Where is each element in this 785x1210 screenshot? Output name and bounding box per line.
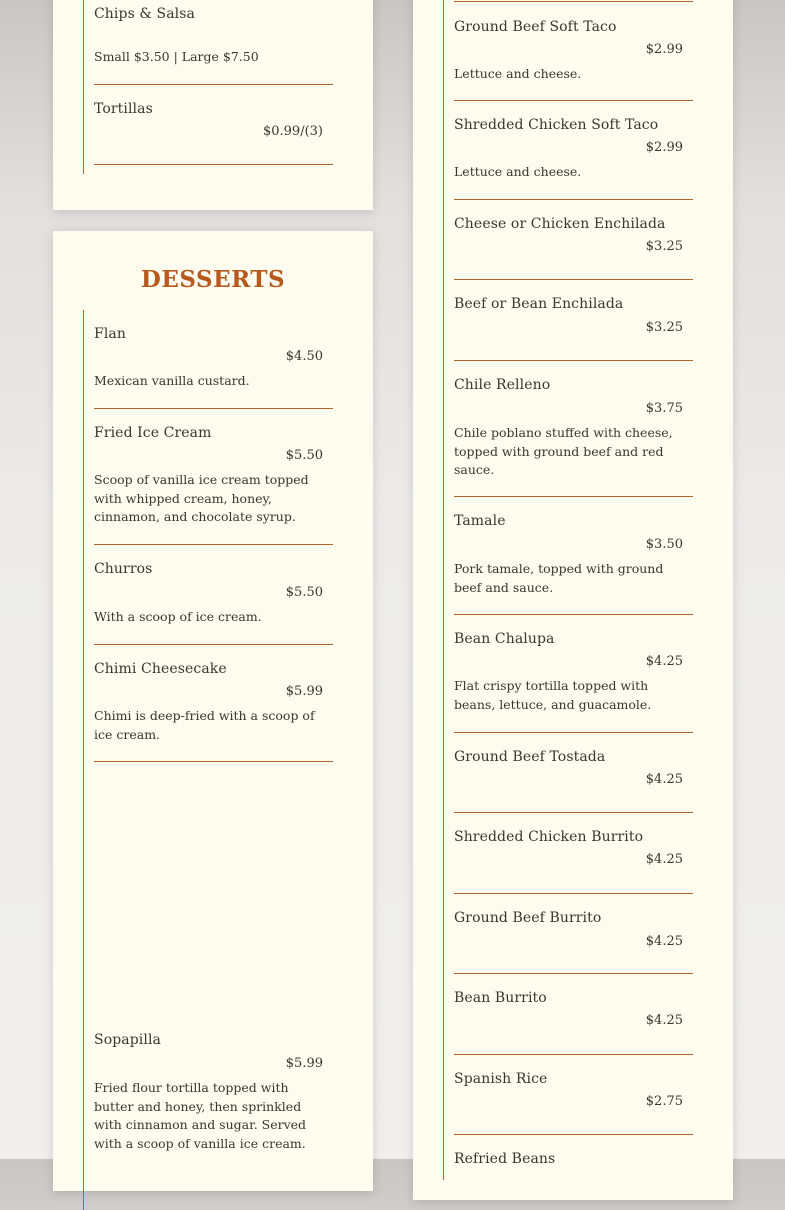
item-description: Fried flour tortilla topped with butter and honey, then sprinkled with cinnamon and sugar. Served with a scoop of vanilla ice cream. xyxy=(94,1080,307,1151)
menu-item xyxy=(94,0,333,85)
item-price: $5.99 xyxy=(285,684,323,699)
menu-item xyxy=(454,199,693,280)
menu-item xyxy=(454,100,693,200)
item-description: Pork tamale, topped with ground beef and sauce. xyxy=(454,561,664,595)
item-price: $2.99 xyxy=(645,42,683,57)
item-name: Cheese or Chicken Enchilada xyxy=(454,216,666,232)
item-name: Fried Ice Cream xyxy=(94,425,212,441)
item-description: Lettuce and cheese. xyxy=(454,66,582,81)
item-price: $4.50 xyxy=(285,349,323,364)
item-name: Refried Beans xyxy=(454,1151,556,1167)
menu-item xyxy=(454,732,693,813)
menu-item xyxy=(454,1,693,101)
item-price: $4.25 xyxy=(645,852,683,867)
item-price: $0.99/(3) xyxy=(262,124,323,139)
item-price: $4.25 xyxy=(645,934,683,949)
item-price: $5.99 xyxy=(285,1056,323,1071)
item-price: $4.25 xyxy=(645,654,683,669)
item-price: $4.25 xyxy=(645,1013,683,1028)
menu-item xyxy=(454,973,693,1055)
item-description: Lettuce and cheese. xyxy=(454,164,582,179)
menu-item xyxy=(94,408,333,545)
section-title: DESSERTS xyxy=(140,266,286,293)
menu-item xyxy=(94,84,333,165)
item-name: Tamale xyxy=(454,513,506,529)
menu-item xyxy=(94,544,333,645)
menu-item xyxy=(454,360,693,497)
item-name: Flan xyxy=(94,326,126,342)
menu-item xyxy=(454,1054,693,1135)
sides-menu-card xyxy=(53,0,373,210)
item-name: Sopapilla xyxy=(94,1032,161,1048)
item-name: Shredded Chicken Soft Taco xyxy=(454,117,659,133)
item-description: Scoop of vanilla ice cream topped with whipped cream, honey, cinnamon, and chocolate syrup. xyxy=(94,472,309,524)
item-price: $4.25 xyxy=(645,772,683,787)
item-name: Ground Beef Burrito xyxy=(454,910,602,926)
item-description: Small $3.50 | Large $7.50 xyxy=(94,49,259,64)
item-price: $2.99 xyxy=(645,140,683,155)
desserts-item-list xyxy=(83,310,334,1210)
item-price: $5.50 xyxy=(285,585,323,600)
item-price: $3.25 xyxy=(645,239,683,254)
entrees-item-list xyxy=(443,0,694,1180)
item-name: Bean Chalupa xyxy=(454,631,555,647)
sides-item-list xyxy=(83,0,334,174)
menu-item xyxy=(94,644,333,762)
item-name: Spanish Rice xyxy=(454,1071,548,1087)
item-name: Ground Beef Tostada xyxy=(454,749,606,765)
item-description: With a scoop of ice cream. xyxy=(94,609,262,624)
item-name: Shredded Chicken Burrito xyxy=(454,829,644,845)
item-name: Beef or Bean Enchilada xyxy=(454,296,624,312)
menu-item xyxy=(454,893,693,974)
menu-item xyxy=(454,1134,693,1180)
item-name: Chimi Cheesecake xyxy=(94,661,227,677)
item-name: Churros xyxy=(94,561,153,577)
menu-item xyxy=(454,496,693,615)
item-price: $3.25 xyxy=(645,320,683,335)
item-name: Bean Burrito xyxy=(454,990,547,1006)
item-description: Chimi is deep-fried with a scoop of ice cream. xyxy=(94,708,315,742)
item-description: Chile poblano stuffed with cheese, topped with ground beef and red sauce. xyxy=(454,425,673,477)
item-name: Chile Relleno xyxy=(454,377,551,393)
item-name: Tortillas xyxy=(94,101,153,117)
item-description: Mexican vanilla custard. xyxy=(94,373,250,388)
item-description: Flat crispy tortilla topped with beans, lettuce, and guacamole. xyxy=(454,678,652,712)
menu-item xyxy=(454,279,693,361)
menu-item xyxy=(94,310,333,409)
entrees-menu-card xyxy=(413,0,733,1200)
menu-item xyxy=(94,1032,333,1192)
item-price: $3.50 xyxy=(645,537,683,552)
item-price: $5.50 xyxy=(285,448,323,463)
menu-item xyxy=(454,614,693,733)
item-price: $2.75 xyxy=(645,1094,683,1109)
item-price: $3.75 xyxy=(645,401,683,416)
item-name: Chips & Salsa xyxy=(94,6,195,22)
menu-item xyxy=(454,812,693,894)
desserts-menu-card xyxy=(53,231,373,1191)
item-name: Ground Beef Soft Taco xyxy=(454,19,617,35)
